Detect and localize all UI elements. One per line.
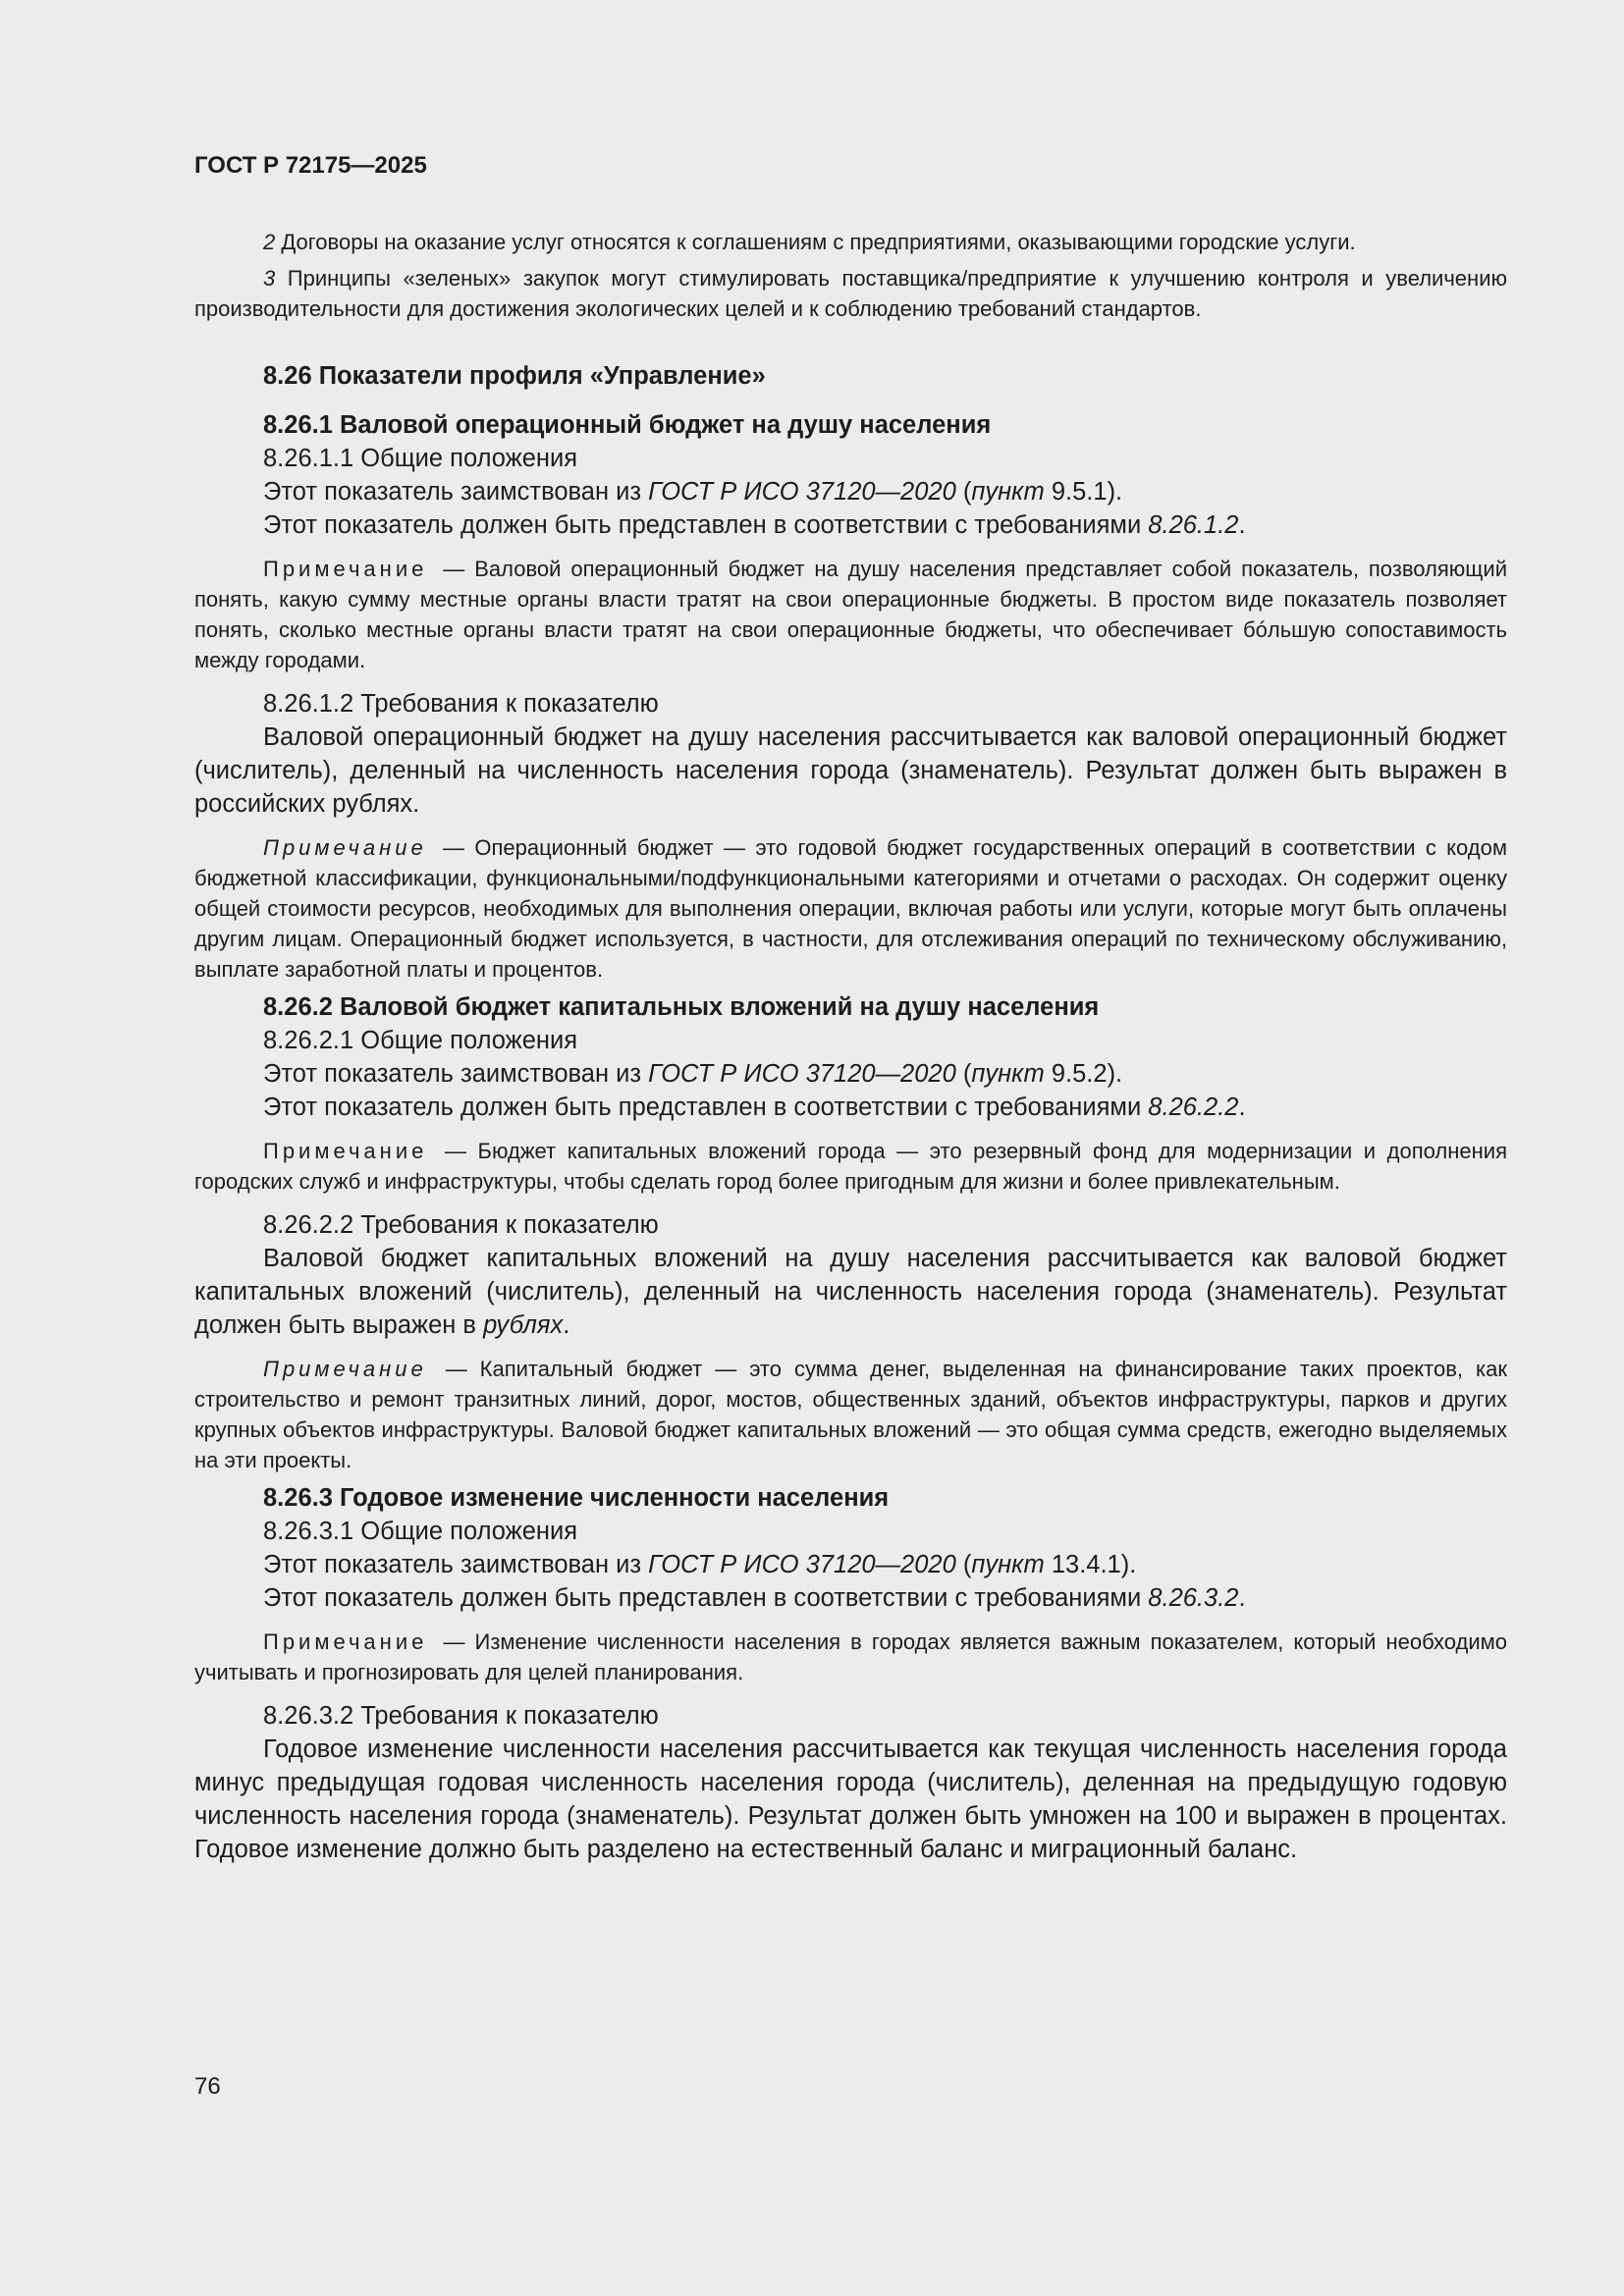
clause-requirements-2: 8.26.2.2 Требования к показателю xyxy=(263,1211,659,1239)
calculation-2: Валовой бюджет капитальных вложений на душу населения рассчитывается как валовой бюджет капитальных вложений (числитель), деленный на численность населения города (знаменатель). Результат должен быть выражен в рублях. xyxy=(194,1245,1507,1339)
requirement-reference: 8.26.1.2 xyxy=(1148,511,1239,539)
intro-note-2 xyxy=(194,227,1507,257)
document-header: ГОСТ Р 72175—2025 xyxy=(194,152,427,179)
source-line-1: Этот показатель заимствован из ГОСТ Р ИСО 37120—2020 (пункт 9.5.1). xyxy=(263,478,1123,506)
requirement-line-1: Этот показатель должен быть представлен в соответствии с требованиями 8.26.1.2. xyxy=(263,511,1246,539)
source-line-2: Этот показатель заимствован из ГОСТ Р ИСО 37120—2020 (пункт 9.5.2). xyxy=(263,1060,1123,1088)
note-label: Примечание xyxy=(263,1357,427,1381)
note-2-2: Примечание — Капитальный бюджет — это сумма денег, выделенная на финансирование таких проектов, как строительство и ремонт транзитных линий, дорог, мостов, общественных зданий, объектов инфраструктуры, парков и других крупных объектов инфраструктуры. Валовой бюджет капитальных вложений — это общая сумма средств, ежегодно выделяемых на эти проекты. xyxy=(194,1357,1507,1472)
clause-general-1: 8.26.1.1 Общие положения xyxy=(263,445,578,472)
note-3-1: Примечание — Изменение численности населения в городах является важным показателем, который необходимо учитывать и прогнозировать для целей планирования. xyxy=(194,1629,1507,1684)
intro-note-text: Принципы «зеленых» закупок могут стимулировать поставщика/предприятие к улучшению контроля и увеличению производительности для достижения экологических целей и к соблюдению требований стандартов. xyxy=(194,266,1507,321)
requirement-line-3: Этот показатель должен быть представлен в соответствии с требованиями 8.26.3.2. xyxy=(263,1584,1246,1612)
intro-note-number: 2 xyxy=(263,230,276,254)
note-label: Примечание xyxy=(263,1139,428,1163)
clause-general-2: 8.26.2.1 Общие положения xyxy=(263,1027,578,1054)
subsection-heading-1: 8.26.1 Валовой операционный бюджет на душу населения xyxy=(263,411,992,439)
note-label: Примечание xyxy=(263,1629,428,1654)
subsection-heading-2: 8.26.2 Валовой бюджет капитальных вложений на душу населения xyxy=(263,993,1100,1021)
subsection-heading-3: 8.26.3 Годовое изменение численности населения xyxy=(263,1484,890,1512)
source-line-3: Этот показатель заимствован из ГОСТ Р ИСО 37120—2020 (пункт 13.4.1). xyxy=(263,1551,1137,1578)
source-document: ГОСТ Р ИСО 37120—2020 xyxy=(648,478,956,506)
source-point: 9.5.1 xyxy=(1051,478,1108,506)
calculation-unit: рублях xyxy=(483,1311,564,1339)
calculation-1: Валовой операционный бюджет на душу населения рассчитывается как валовой операционный бюджет (числитель), деленный на численность населения города (знаменатель). Результат должен быть выражен в российских рублях. xyxy=(194,723,1507,818)
requirement-line-2: Этот показатель должен быть представлен в соответствии с требованиями 8.26.2.2. xyxy=(263,1094,1246,1121)
clause-general-3: 8.26.3.1 Общие положения xyxy=(263,1518,578,1545)
note-label: Примечание xyxy=(263,835,427,860)
note-1-1: Примечание — Валовой операционный бюджет на душу населения представляет собой показатель, позволяющий понять, какую сумму местные органы власти тратят на свои операционные бюджеты. В простом виде показатель позволяет понять, сколько местные органы власти тратят на свои операционные бюджеты, что обеспечивает бóльшую сопоставимость между городами. xyxy=(194,557,1507,672)
page-number: 76 xyxy=(194,2073,221,2100)
clause-requirements-3: 8.26.3.2 Требования к показателю xyxy=(263,1702,659,1730)
source-document: ГОСТ Р ИСО 37120—2020 xyxy=(648,1551,956,1578)
section-heading: 8.26 Показатели профиля «Управление» xyxy=(263,362,766,390)
intro-note-number: 3 xyxy=(263,266,276,291)
note-label: Примечание xyxy=(263,557,428,581)
note-2-1: Примечание — Бюджет капитальных вложений города — это резервный фонд для модернизации и дополнения городских служб и инфраструктуры, чтобы сделать город более пригодным для жизни и более привлекательным. xyxy=(194,1139,1507,1194)
calculation-3: Годовое изменение численности населения рассчитывается как текущая численность населения города минус предыдущая годовая численность населения города (числитель), деленная на предыдущую годовую численность населения города (знаменатель). Результат должен быть умножен на 100 и выражен в процентах. Годовое изменение должно быть разделено на естественный баланс и миграционный баланс. xyxy=(194,1735,1507,1863)
source-point: 13.4.1 xyxy=(1051,1551,1121,1578)
source-point: 9.5.2 xyxy=(1051,1060,1108,1088)
requirement-reference: 8.26.3.2 xyxy=(1148,1584,1239,1612)
requirement-reference: 8.26.2.2 xyxy=(1148,1094,1239,1121)
document-page xyxy=(194,142,1507,1866)
intro-note-3 xyxy=(194,263,1507,324)
intro-note-text: Договоры на оказание услуг относятся к соглашениям с предприятиями, оказывающими городские услуги. xyxy=(281,230,1356,254)
note-1-2: Примечание — Операционный бюджет — это годовой бюджет государственных операций в соответствии с кодом бюджетной классификации, функциональными/подфункциональными категориями и отчетами о расходах. Он содержит оценку общей стоимости ресурсов, необходимых для выполнения операции, включая работы или услуги, которые могут быть оплачены другим лицам. Операционный бюджет используется, в частности, для отслеживания операций по техническому обслуживанию, выплате заработной платы и процентов. xyxy=(194,835,1507,982)
source-document: ГОСТ Р ИСО 37120—2020 xyxy=(648,1060,956,1088)
clause-requirements-1: 8.26.1.2 Требования к показателю xyxy=(263,690,659,718)
